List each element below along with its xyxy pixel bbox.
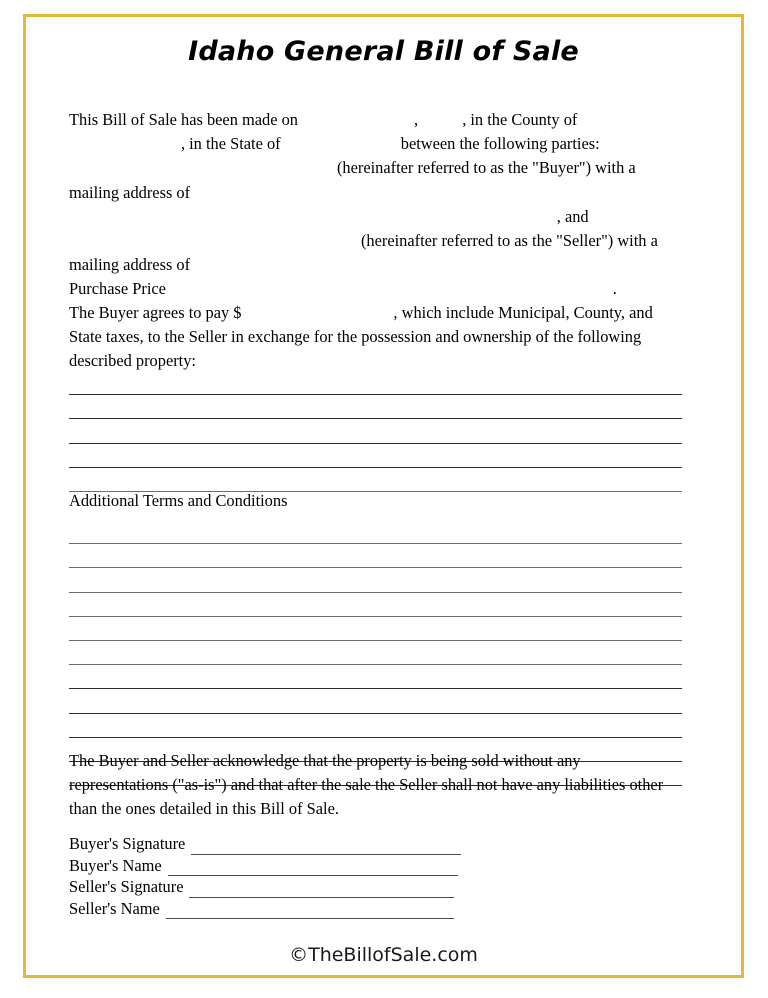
purchase-text-3: and State taxes, to the Seller in exchange for the possession and ownership of the bbox=[69, 303, 653, 347]
acknowledgement-line-2: representations ("as-is") and that after the sale the Seller shall not have any bbox=[69, 775, 561, 795]
page-title: Idaho General Bill of Sale bbox=[188, 36, 579, 67]
date-blank[interactable] bbox=[302, 110, 414, 129]
additional-terms-line[interactable] bbox=[69, 520, 682, 544]
signature-input-line[interactable] bbox=[168, 860, 458, 876]
purchase-text-1: The Buyer agrees to pay $ bbox=[69, 303, 242, 322]
intro-text-3: , in the County of bbox=[462, 110, 578, 129]
signature-row bbox=[69, 855, 682, 877]
additional-terms-heading: Additional Terms and Conditions bbox=[69, 491, 288, 510]
intro-text-4: , in the State of bbox=[180, 134, 285, 154]
intro-text-10: (hereinafter referred to as the "Seller") bbox=[356, 231, 614, 251]
additional-terms-line[interactable] bbox=[69, 617, 682, 641]
buyer-name-blank[interactable] bbox=[69, 158, 333, 177]
intro-text-2: , bbox=[414, 110, 423, 129]
intro-paragraph bbox=[69, 108, 682, 302]
signature-label: Seller's Signature bbox=[69, 877, 184, 896]
intro-text-9: and bbox=[564, 206, 589, 226]
additional-terms-line[interactable] bbox=[69, 641, 682, 665]
purchase-price-paragraph bbox=[69, 301, 682, 374]
state-blank[interactable] bbox=[285, 134, 397, 153]
purchase-text-4: following described property: bbox=[69, 327, 642, 371]
purchase-price-heading: Purchase Price bbox=[69, 279, 166, 298]
signature-label: Buyer's Signature bbox=[69, 834, 186, 853]
county-blank[interactable] bbox=[69, 134, 181, 153]
signature-row bbox=[69, 898, 682, 920]
acknowledgement-line-3: liabilities other than the ones detailed in this Bill of Sale. bbox=[69, 775, 664, 819]
additional-terms-lines bbox=[69, 520, 682, 786]
acknowledgement-paragraph bbox=[69, 749, 682, 822]
purchase-amount-blank[interactable] bbox=[242, 303, 394, 322]
signature-input-line[interactable] bbox=[191, 839, 461, 855]
intro-text-8: , bbox=[556, 206, 561, 226]
additional-terms-line[interactable] bbox=[69, 714, 682, 738]
property-line[interactable] bbox=[69, 419, 682, 443]
intro-text-6: (hereinafter referred to as the "Buyer") with a bbox=[332, 158, 636, 178]
intro-text-1: This Bill of Sale has been made on bbox=[69, 110, 303, 129]
additional-terms-line[interactable] bbox=[69, 568, 682, 592]
intro-text-12: . bbox=[612, 279, 617, 299]
additional-terms-line[interactable] bbox=[69, 665, 682, 689]
signature-row bbox=[69, 833, 682, 855]
signature-input-line[interactable] bbox=[189, 882, 454, 898]
additional-terms-line[interactable] bbox=[69, 689, 682, 713]
year-blank[interactable] bbox=[422, 110, 462, 129]
purchase-text-2: , which include Municipal, County, bbox=[393, 303, 625, 322]
buyer-address-blank[interactable] bbox=[69, 207, 557, 226]
intro-text-5: between the following parties: bbox=[396, 134, 600, 154]
intro-text-7: mailing address of bbox=[69, 182, 191, 202]
property-description-lines bbox=[69, 371, 682, 492]
signature-label: Seller's Name bbox=[69, 898, 160, 918]
property-line[interactable] bbox=[69, 395, 682, 419]
signature-label: Buyer's Name bbox=[69, 855, 162, 875]
seller-address-blank-1[interactable] bbox=[194, 255, 514, 274]
property-line[interactable] bbox=[69, 444, 682, 468]
signature-block bbox=[69, 833, 682, 919]
property-line[interactable] bbox=[69, 371, 682, 395]
intro-text-11: with a mailing address of bbox=[69, 231, 658, 275]
additional-terms-line[interactable] bbox=[69, 544, 682, 568]
additional-terms-line[interactable] bbox=[69, 593, 682, 617]
acknowledgement-line-1: The Buyer and Seller acknowledge that the property is being sold without any bbox=[69, 751, 581, 770]
signature-row bbox=[69, 876, 682, 898]
seller-name-blank[interactable] bbox=[69, 231, 357, 250]
footer-watermark: ©TheBillofSale.com bbox=[289, 944, 478, 966]
signature-input-line[interactable] bbox=[166, 903, 454, 919]
